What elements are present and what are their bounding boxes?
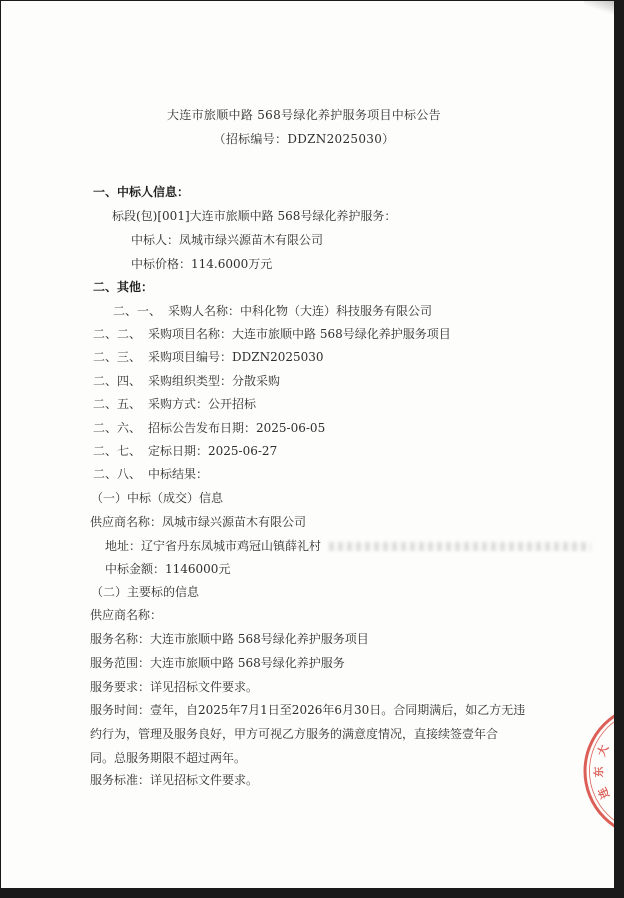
seal-char: 连 [595,785,613,801]
item-text: 采购组织类型：分散采购 [148,374,281,388]
item-text: 采购项目编号：DDZN2025030 [148,350,324,364]
service-standard: 服务标准：详见招标文件要求。 [90,773,259,787]
price-line: 中标价格：114.6000万元 [131,257,273,271]
other-item [93,421,325,435]
item-number: 二、四、 [93,374,142,388]
other-item [93,374,280,388]
item-number: 二、三、 [93,350,142,364]
other-item [93,467,208,481]
service-name: 服务名称：大连市旅顺中路 568号绿化养护服务项目 [90,632,369,646]
item-text: 采购项目名称：大连市旅顺中路 568号绿化养护服务项目 [148,327,451,341]
other-item [93,327,451,341]
winner-info-heading: 一、中标人信息： [93,185,190,199]
supplier-name: 供应商名称：凤城市绿兴源苗木有限公司 [90,515,307,529]
document-page [1,1,614,888]
seal-char: 东 [592,766,606,778]
seal-char: 大 [594,743,612,759]
other-item [93,397,256,411]
service-scope: 服务范围：大连市旅顺中路 568号绿化养护服务 [90,656,345,670]
service-time-line: 服务时间：壹年，自2025年7月1日至2026年6月30日。合同期满后，如乙方无违 [90,703,526,717]
item-text: 定标日期：2025-06-27 [148,444,278,458]
service-time-line: 同。总服务期限不超过两年。 [90,751,247,765]
item-number: 二、七、 [93,444,142,458]
other-heading: 二、其他： [93,280,154,294]
award-amount: 中标金额：1146000元 [105,562,231,576]
main-subject-heading: （二）主要标的信息 [91,585,200,599]
item-text: 招标公告发布日期：2025-06-05 [148,421,326,435]
service-requirement: 服务要求：详见招标文件要求。 [90,680,259,694]
item-number: 二、五、 [93,397,142,411]
document-title: 大连市旅顺中路 568号绿化养护服务项目中标公告 [167,108,441,122]
other-item [113,304,432,318]
item-number: 二、一、 [113,304,162,318]
item-text: 采购人名称：中科化物（大连）科技服务有限公司 [168,304,433,318]
item-number: 二、六、 [93,421,142,435]
redacted-text-blur [329,542,591,551]
supplier-address: 地址：辽宁省丹东凤城市鸡冠山镇薛礼村 [105,539,322,553]
item-number: 二、二、 [93,327,142,341]
other-item [93,350,324,364]
award-result-heading: （一）中标（成交）信息 [91,491,224,505]
item-number: 二、八、 [93,467,142,481]
tender-number: （招标编号：DDZN2025030） [213,132,395,146]
service-time-line: 约行为，管理及服务良好，甲方可视乙方服务的满意度情况，直接续签壹年合 [90,727,499,741]
item-text: 采购方式：公开招标 [148,397,257,411]
scan-corner-shadow [584,1,614,15]
winner-line: 中标人：凤城市绿兴源苗木有限公司 [131,233,324,247]
other-item [93,444,277,458]
red-seal [573,701,614,841]
lot-line: 标段(包)[001]大连市旅顺中路 568号绿化养护服务： [112,209,397,223]
item-text: 中标结果： [148,467,209,481]
subject-supplier-name: 供应商名称： [90,608,163,622]
